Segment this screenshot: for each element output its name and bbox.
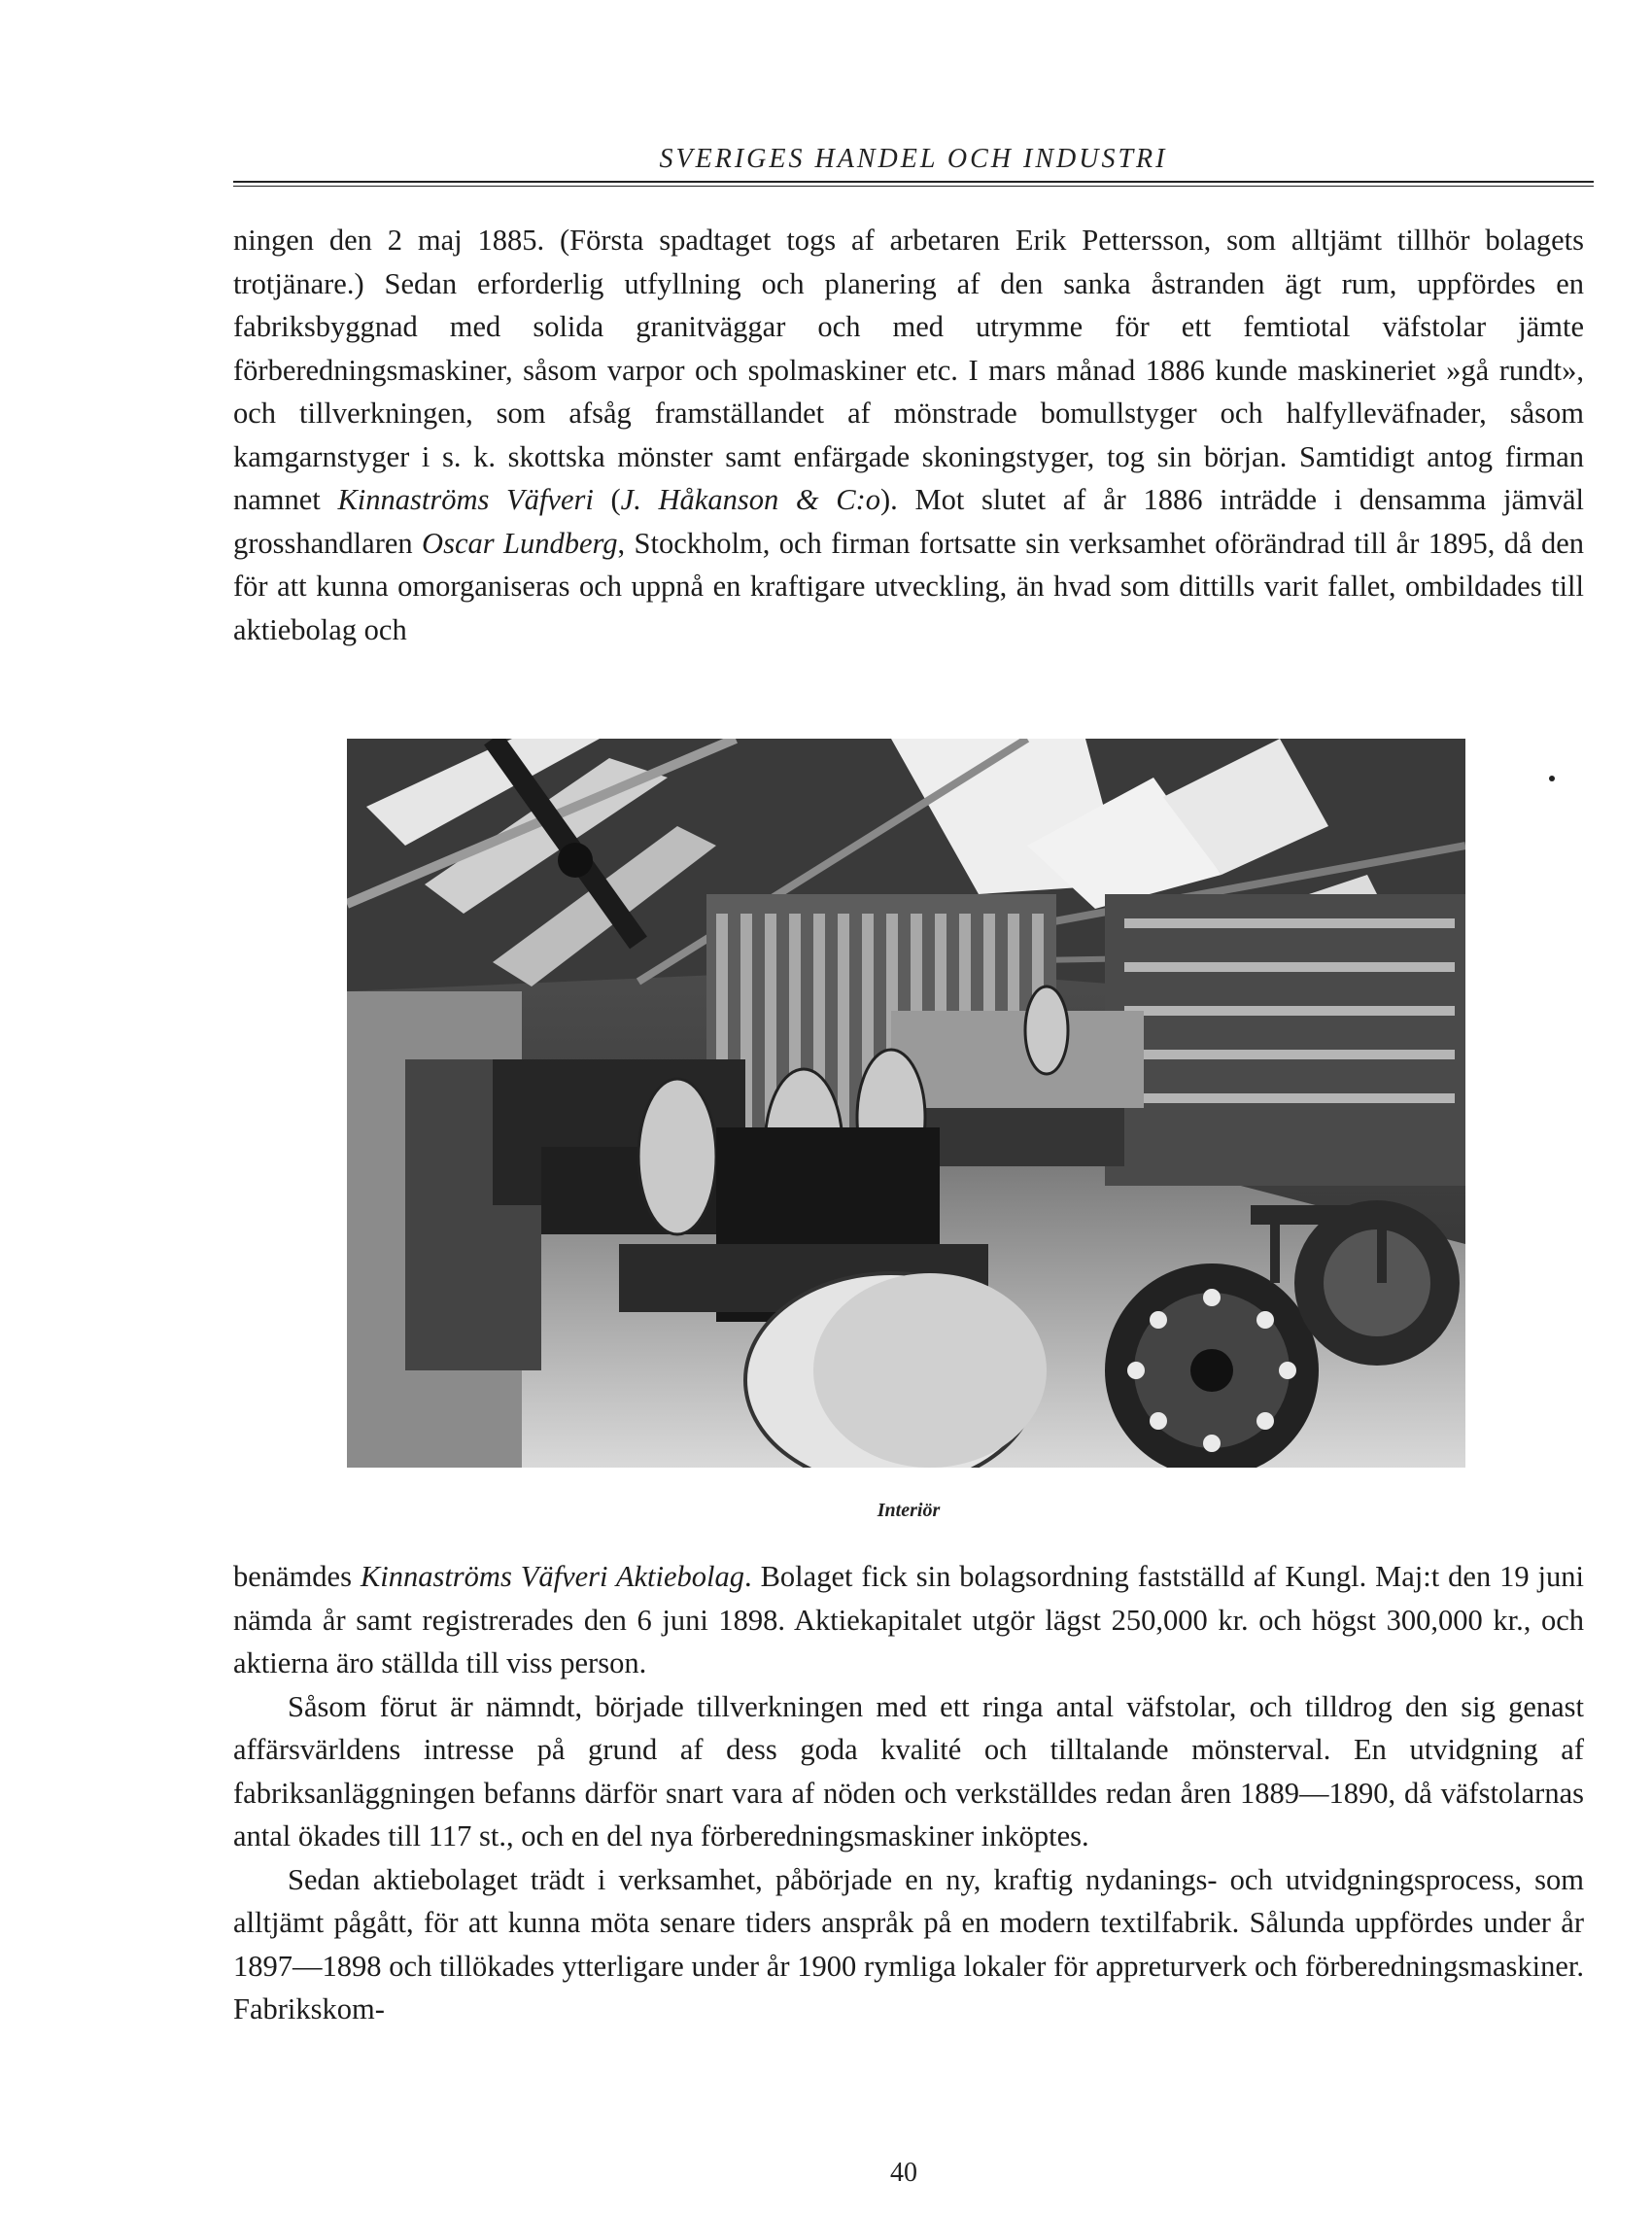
header-rule-top <box>233 181 1594 183</box>
header-rule-bottom <box>233 186 1594 187</box>
page-number: 40 <box>890 2158 917 2188</box>
paragraph-top-text-4: , Stockholm, och firman fortsatte sin verksamhet oförändrad till år 1895, då den för att kunna omorganiseras och uppnå en kraftigare utveckling, än hvad som dittills varit fallet, ombildades till aktiebolag och <box>233 526 1585 646</box>
paragraph-top <box>233 219 1584 651</box>
paragraph-bottom-3: Sedan aktiebolaget trädt i verksamhet, påbörjade en ny, kraftig nydanings- och utvidgningsprocess, som alltjämt pågått, för att kunna möta senare tiders anspråk på en modern textilfabrik. Sålunda uppfördes under år 1897—1898 och tillökades ytterligare under år 1900 rymliga lokaler för appreturverk och förberedningsmaskiner. Fabrikskom- <box>233 1862 1584 2025</box>
running-header: SVERIGES HANDEL OCH INDUSTRI <box>659 144 1168 174</box>
paragraph-top-text-2: ( <box>593 483 621 516</box>
firm-owner: J. Håkanson & C:o <box>620 483 881 516</box>
company-name: Kinnaströms Väfveri Aktiebolag <box>360 1560 745 1593</box>
paragraph-top-text-3: ). Mot slutet af år 1886 inträdde i densamma jämväl grosshandlaren <box>233 483 1584 560</box>
partner-name: Oscar Lundberg <box>422 526 618 560</box>
factory-interior-photo <box>347 739 1465 1468</box>
figure-caption: Interiör <box>877 1500 941 1521</box>
firm-name: Kinnaströms Väfveri <box>337 483 594 516</box>
paragraph-bottom-2: Såsom förut är nämndt, började tillverkningen med ett ringa antal väfstolar, och tilldrog den sig genast affärsvärldens intresse på grund af dess goda kvalité och tilltalande mönsterval. En utvidgning af fabriksanläggningen befanns därför snart vara af nöden och verkställdes redan åren 1889—1890, då väfstolarnas antal ökades till 117 st., och en del nya förberedningsmaskiner inköptes. <box>233 1689 1584 1852</box>
stray-dot <box>1549 776 1555 781</box>
paragraph-bottom <box>233 1555 1584 2031</box>
paragraph-top-text-1: ningen den 2 maj 1885. (Första spadtaget togs af arbetaren Erik Pettersson, som alltjämt tillhör bolagets trotjänare.) Sedan erforderlig utfyllning och planering af den sanka åstranden ägt rum, uppfördes en fabriksbyggnad med solida granitväggar och med utrymme för ett femtiotal väfstolar jämte förberedningsmaskiner, såsom varpor och spolmaskiner etc. I mars månad 1886 kunde maskineriet »gå rundt», och tillverkningen, som afsåg framställandet af mönstrade bomullstyger och halfylleväfnader, såsom kamgarnstyger i s. k. skottska mönster samt enfärgade skoningstyger, tog sin början. Samtidigt antog firman namnet <box>233 224 1584 516</box>
paragraph-bottom-1-text-2: . Bolaget fick sin bolagsordning fastställd af Kungl. Maj:t den 19 juni nämda år samt registrerades den 6 juni 1898. Aktiekapitalet utgör lägst 250,000 kr. och högst 300,000 kr., och aktierna äro ställda till viss person. <box>233 1560 1584 1679</box>
paragraph-bottom-1-text-1: benämdes <box>233 1560 361 1593</box>
